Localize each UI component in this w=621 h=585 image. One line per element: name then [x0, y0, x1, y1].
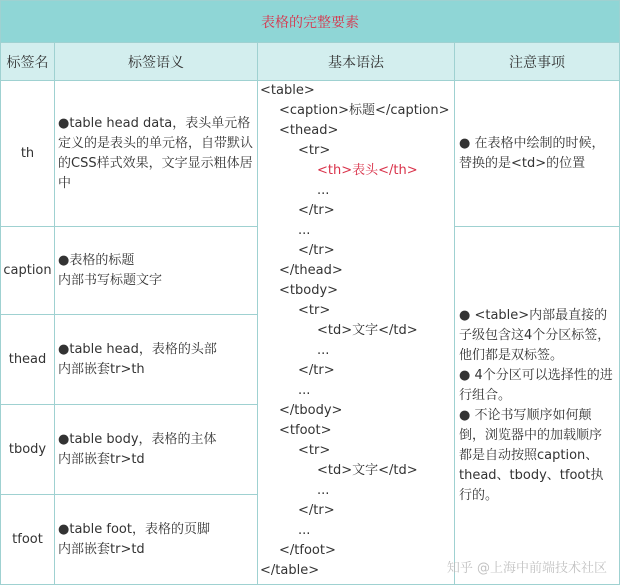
note-partitions-2: ● 4个分区可以选择性的进行组合。: [459, 367, 613, 403]
header-syntax: 基本语法: [258, 43, 455, 81]
semantics-caption: [55, 227, 258, 315]
table-title: 表格的完整要素: [1, 1, 620, 43]
tag-tbody: tbody: [1, 405, 55, 495]
syntax-line: <tbody>: [279, 283, 339, 298]
syntax-line: </tr>: [298, 363, 335, 378]
tag-thead: thead: [1, 315, 55, 405]
table-row: [1, 81, 620, 227]
syntax-line: ...: [298, 383, 311, 398]
semantics-tbody-line-2: 内部嵌套tr>td: [58, 451, 145, 467]
tag-th: th: [1, 81, 55, 227]
semantics-caption-line-1: ●表格的标题: [58, 252, 135, 268]
syntax-code-block: [258, 81, 454, 581]
semantics-tbody: [55, 405, 258, 495]
syntax-line: </tr>: [298, 203, 335, 218]
header-row: [1, 43, 620, 81]
syntax-line: <tr>: [298, 443, 331, 458]
syntax-line: </tfoot>: [279, 543, 336, 558]
syntax-line: </tr>: [298, 243, 335, 258]
note-partitions-3: ● 不论书写顺序如何颠倒，浏览器中的加载顺序都是自动按照caption、thead、tbody、tfoot执行的。: [459, 407, 604, 503]
header-semantics: 标签语义: [55, 43, 258, 81]
note-partitions-1: ● <table>内部最直接的子级包含这4个分区标签，他们都是双标签。: [459, 307, 611, 363]
note-th: ● 在表格中绘制的时候，替换的是<td>的位置: [455, 81, 620, 227]
header-notes: 注意事项: [455, 43, 620, 81]
syntax-line: ...: [317, 343, 330, 358]
watermark: 知乎 @上海中前端技术社区: [446, 561, 607, 576]
semantics-caption-line-2: 内部书写标题文字: [58, 272, 163, 288]
syntax-line: <tr>: [298, 143, 331, 158]
syntax-code: [258, 81, 455, 585]
syntax-line: ...: [298, 223, 311, 238]
syntax-line: <th>表头</th>: [317, 163, 418, 178]
syntax-line: <td>文字</td>: [317, 463, 418, 478]
semantics-thead: [55, 315, 258, 405]
semantics-th: [55, 81, 258, 227]
semantics-thead-line-1: ●table head，表格的头部: [58, 341, 217, 357]
semantics-th-line: ●table head data，表头单元格定义的是表头的单元格，自带默认的CSS样式效果，文字显示粗体居中: [58, 115, 254, 191]
syntax-line: <tfoot>: [279, 423, 332, 438]
syntax-line: <tr>: [298, 303, 331, 318]
tag-caption: caption: [1, 227, 55, 315]
syntax-line: <td>文字</td>: [317, 323, 418, 338]
title-row: [1, 1, 620, 43]
syntax-line: </thead>: [279, 263, 343, 278]
semantics-tbody-line-1: ●table body，表格的主体: [58, 431, 217, 447]
syntax-line: <caption>标题</caption>: [279, 103, 450, 118]
syntax-line: </tr>: [298, 503, 335, 518]
syntax-line: ...: [317, 183, 330, 198]
note-partitions: [455, 227, 620, 585]
syntax-line: <thead>: [279, 123, 339, 138]
semantics-tfoot: [55, 495, 258, 585]
syntax-line: </tbody>: [279, 403, 343, 418]
tag-tfoot: tfoot: [1, 495, 55, 585]
syntax-line: ...: [298, 523, 311, 538]
syntax-line: <table>: [260, 83, 315, 98]
syntax-line: </table>: [260, 563, 320, 578]
semantics-tfoot-line-2: 内部嵌套tr>td: [58, 541, 145, 557]
semantics-thead-line-2: 内部嵌套tr>th: [58, 361, 145, 377]
semantics-tfoot-line-1: ●table foot，表格的页脚: [58, 521, 210, 537]
syntax-line: ...: [317, 483, 330, 498]
header-tag-name: 标签名: [1, 43, 55, 81]
